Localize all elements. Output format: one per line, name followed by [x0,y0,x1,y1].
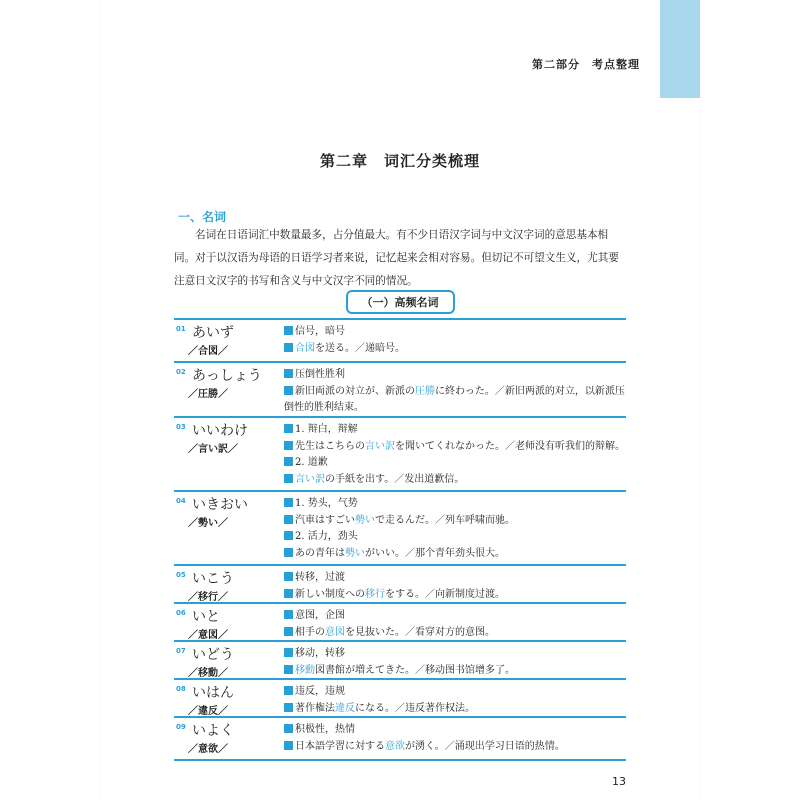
example-line: 相手の意図を見抜いた。／看穿对方的意图。 [284,625,626,642]
side-tab [660,0,700,98]
example-marker-icon [284,741,293,750]
entry-kanji: ／違反／ [188,706,228,717]
entry-definitions [284,422,626,488]
entry-number: 01 [176,325,186,333]
highlighted-word: 勢い [355,514,375,526]
meaning-line: 1. 势头，气势 [284,496,626,513]
example-marker-icon [284,548,293,557]
vocab-entry [174,490,626,564]
vocab-entry [174,564,626,602]
entry-number: 03 [176,423,186,431]
highlighted-word: 意図 [325,626,345,638]
highlighted-word: 移動 [295,664,315,676]
highlighted-word: 言い訳 [365,440,395,452]
subsection-header [174,290,626,314]
meaning-marker-icon [284,686,293,695]
vocab-entry [174,318,626,361]
entry-number: 04 [176,497,186,505]
entry-kana: あいず [192,325,234,341]
example-line: 汽車はすごい勢いで走るんだ。／列车呼啸而驰。 [284,513,626,530]
meaning-marker-icon [284,498,293,507]
example-marker-icon [284,703,293,712]
entry-kanji: ／合図／ [188,346,228,357]
meaning-line: 违反，违规 [284,684,626,701]
chapter-title: 第二章 词汇分类梳理 [319,152,480,170]
entry-kana: いよく [192,723,234,739]
example-line: 新しい制度への移行をする。／向新制度过渡。 [284,587,626,604]
meaning-marker-icon [284,369,293,378]
entry-definitions [284,722,626,755]
example-line: 新旧両派の対立が、新派の圧勝に終わった。／新旧两派的对立，以新派压倒性的胜利结束。 [284,385,625,413]
entry-kanji: ／移動／ [188,668,228,679]
example-marker-icon [284,627,293,636]
vocab-list [174,318,626,761]
example-line: 言い訳の手紙を出す。／发出道歉信。 [284,472,626,489]
meaning-marker-icon [284,457,293,466]
vocab-entry [174,416,626,490]
meaning-line: 积极性，热情 [284,722,626,739]
example-line: あの青年は勢いがいい。／那个青年劲头很大。 [284,546,626,563]
example-line: 著作権法違反になる。／违反著作权法。 [284,701,626,718]
entry-definitions [284,324,626,357]
entry-number: 05 [176,571,186,579]
meaning-line: 信号，暗号 [284,324,626,341]
example-line: 移動図書館が増えてきた。／移动图书馆增多了。 [284,663,626,680]
meaning-line: 转移，过渡 [284,570,626,587]
vocab-entry [174,678,626,716]
example-marker-icon [284,386,293,395]
meaning-line: 2. 活力，劲头 [284,529,626,546]
example-marker-icon [284,665,293,674]
intro-paragraph: 名词在日语词汇中数量最多，占分值最大。有不少日语汉字词与中文汉字词的意思基本相同。对于以汉语为母语的日语学习者来说，记忆起来会相对容易。但切记不可望文生义，尤其要注意日文汉字的书写和含义与中文汉字不同的情况。 [174,229,619,287]
example-line: 合図を送る。／递暗号。 [284,341,626,358]
page-number: 13 [612,775,626,788]
entry-definitions [284,570,626,603]
entry-definitions [284,608,626,641]
meaning-marker-icon [284,424,293,433]
meaning-line: 2. 道歉 [284,455,626,472]
meaning-marker-icon [284,610,293,619]
entry-number: 08 [176,685,186,693]
vocab-entry [174,716,626,761]
example-marker-icon [284,515,293,524]
entry-definitions [284,496,626,562]
meaning-marker-icon [284,531,293,540]
entry-definitions [284,367,626,417]
vocab-entry [174,640,626,678]
subsection-title: （一）高频名词 [346,290,455,314]
entry-kanji: ／言い訳／ [188,444,238,455]
entry-kanji: ／勢い／ [188,518,228,529]
highlighted-word: 合図 [295,342,315,354]
section-title: 一、名词 [178,210,227,224]
entry-definitions [284,684,626,717]
entry-kana: いと [192,609,220,625]
highlighted-word: 勢い [345,547,365,559]
meaning-line: 1. 辩白，辩解 [284,422,626,439]
example-line: 日本語学習に対する意欲が湧く。／涌现出学习日语的热情。 [284,739,626,756]
vocab-entry [174,602,626,640]
meaning-marker-icon [284,724,293,733]
example-line: 先生はこちらの言い訳を聞いてくれなかった。／老师没有听我们的辩解。 [284,439,626,456]
entry-kana: いいわけ [192,423,248,439]
entry-number: 06 [176,609,186,617]
entry-kana: いどう [192,647,234,663]
highlighted-word: 言い訳 [295,473,325,485]
highlighted-word: 意欲 [385,740,405,752]
example-marker-icon [284,441,293,450]
example-marker-icon [284,589,293,598]
entry-kanji: ／意欲／ [188,744,228,755]
entry-number: 07 [176,647,186,655]
meaning-line: 移动，转移 [284,646,626,663]
entry-number: 02 [176,368,186,376]
example-marker-icon [284,474,293,483]
entry-kana: いきおい [192,497,248,513]
entry-kana: あっしょう [192,368,262,384]
meaning-line: 压倒性胜利 [284,367,626,384]
meaning-line: 意图，企图 [284,608,626,625]
meaning-marker-icon [284,572,293,581]
entry-kana: いはん [192,685,234,701]
entry-number: 09 [176,723,186,731]
entry-kanji: ／意図／ [188,630,228,641]
vocab-entry [174,361,626,416]
highlighted-word: 違反 [335,702,355,714]
running-header: 第二部分 考点整理 [532,58,640,71]
meaning-marker-icon [284,648,293,657]
example-marker-icon [284,343,293,352]
entry-definitions [284,646,626,679]
entry-kanji: ／移行／ [188,592,228,603]
meaning-marker-icon [284,326,293,335]
entry-kana: いこう [192,571,234,587]
highlighted-word: 圧勝 [415,385,435,397]
entry-kanji: ／圧勝／ [188,389,228,400]
highlighted-word: 移行 [365,588,385,600]
